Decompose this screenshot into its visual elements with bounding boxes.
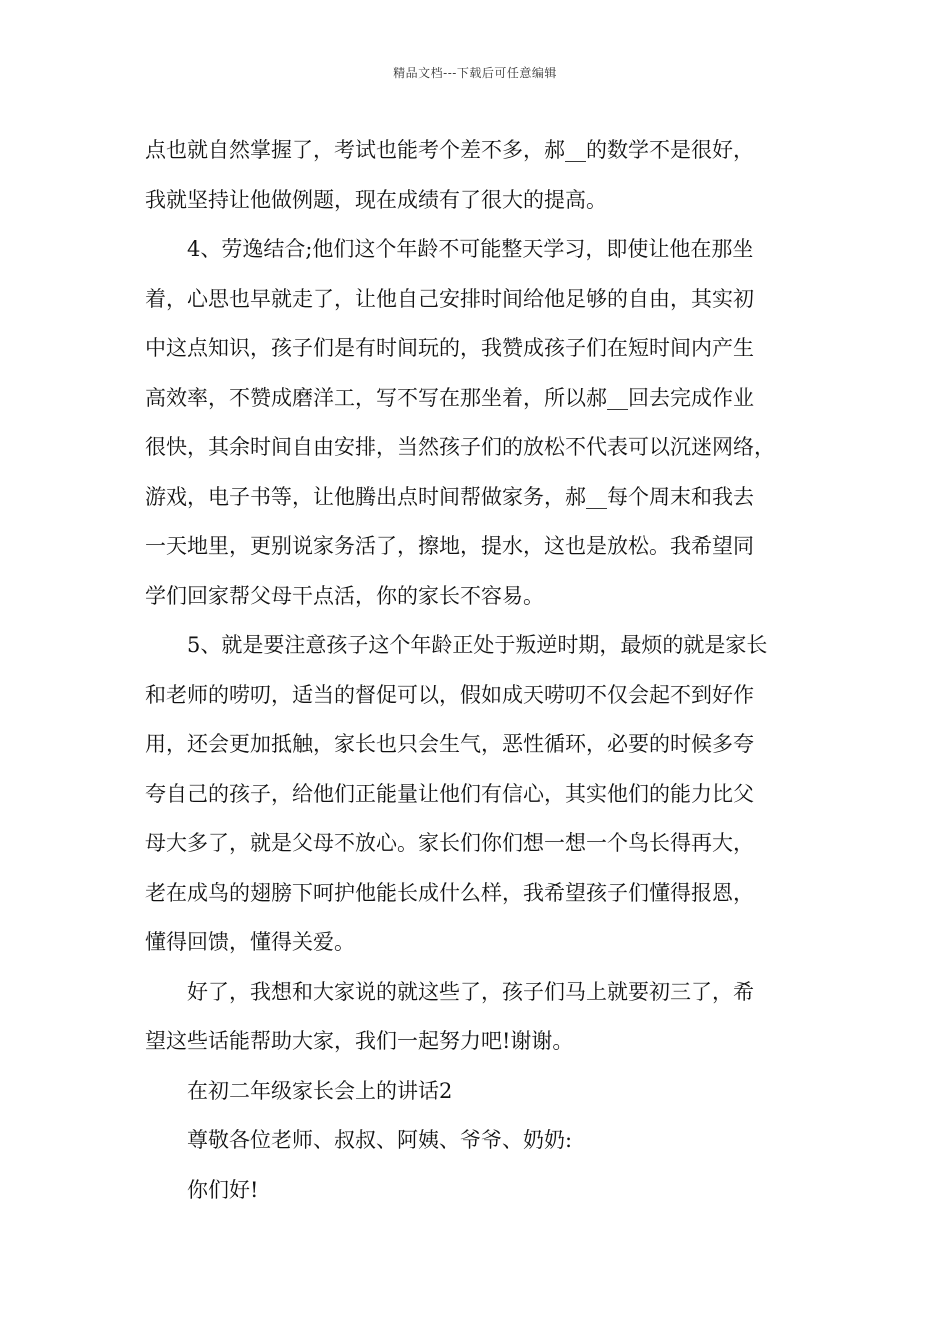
text-line: 着，心思也早就走了，让他自己安排时间给他足够的自由，其实初	[145, 286, 754, 311]
text-line: 老在成鸟的翅膀下呵护他能长成什么样，我希望孩子们懂得报恩，	[145, 880, 754, 905]
text-line: 你们好!	[145, 1177, 259, 1202]
page-header: 精品文档---下载后可任意编辑	[393, 66, 557, 80]
text-line: 高效率，不赞成磨洋工，写不写在那坐着，所以郝__回去完成作业	[145, 385, 754, 410]
text-line: 一天地里，更别说家务活了，擦地，提水，这也是放松。我希望同	[145, 534, 754, 558]
text-line: 母大多了，就是父母不放心。家长们你们想一想一个鸟长得再大，	[145, 831, 754, 855]
text-line: 学们回家帮父母干点活，你的家长不容易。	[145, 583, 544, 608]
text-line: 点也就自然掌握了，考试也能考个差不多，郝__的数学不是很好，	[145, 138, 754, 162]
salutation	[145, 1116, 825, 1166]
document-body	[145, 126, 825, 1215]
greeting	[145, 1166, 825, 1216]
text-line: 中这点知识，孩子们是有时间玩的，我赞成孩子们在短时间内产生	[145, 336, 754, 360]
text-line: 5、就是要注意孩子这个年龄正处于叛逆时期，最烦的就是家长	[145, 633, 768, 657]
text-line: 在初二年级家长会上的讲话2	[145, 1078, 453, 1103]
text-line: 我就坚持让他做例题，现在成绩有了很大的提高。	[145, 187, 607, 212]
paragraph-3	[145, 621, 825, 968]
paragraph-2	[145, 225, 825, 621]
paragraph-1	[145, 126, 825, 225]
text-line: 望这些话能帮助大家，我们一起努力吧!谢谢。	[145, 1029, 574, 1053]
text-line: 游戏，电子书等，让他腾出点时间帮做家务，郝__每个周末和我去	[145, 484, 754, 509]
section-title	[145, 1067, 825, 1117]
text-line: 很快，其余时间自由安排，当然孩子们的放松不代表可以沉迷网络，	[145, 435, 775, 459]
text-line: 懂得回馈，懂得关爱。	[145, 930, 355, 954]
text-line: 和老师的唠叨，适当的督促可以，假如成天唠叨不仅会起不到好作	[145, 682, 754, 707]
paragraph-4	[145, 968, 825, 1067]
text-line: 尊敬各位老师、叔叔、阿姨、爷爷、奶奶:	[145, 1128, 573, 1152]
text-line: 好了，我想和大家说的就这些了，孩子们马上就要初三了，希	[145, 979, 754, 1004]
text-line: 4、劳逸结合;他们这个年龄不可能整天学习，即使让他在那坐	[145, 237, 754, 261]
text-line: 夸自己的孩子，给他们正能量让他们有信心，其实他们的能力比父	[145, 781, 754, 806]
text-line: 用，还会更加抵触，家长也只会生气，恶性循环，必要的时候多夸	[145, 732, 754, 756]
